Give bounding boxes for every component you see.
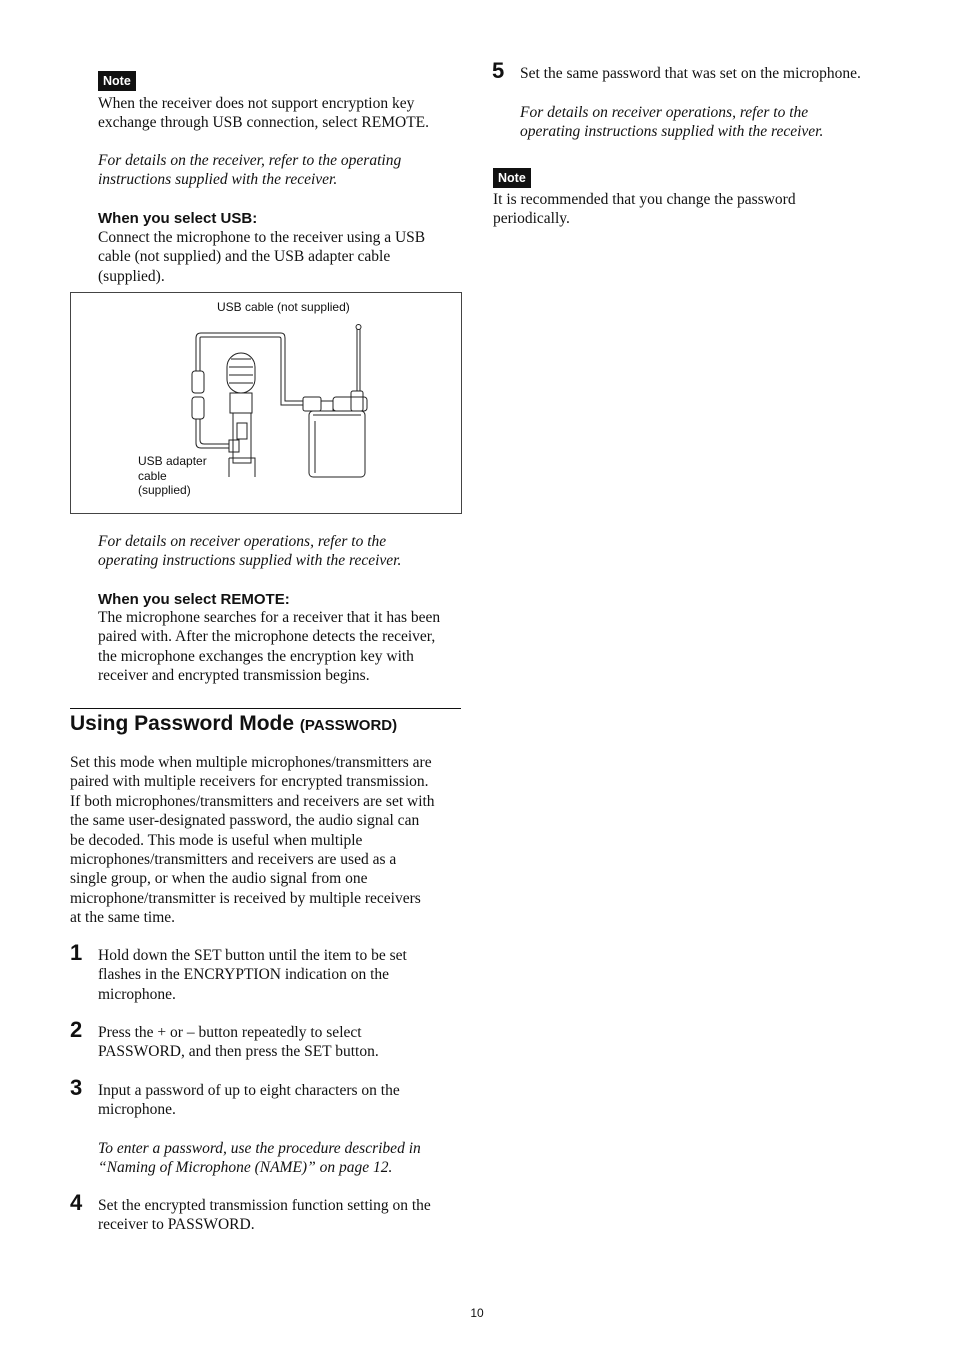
step-1-text: Hold down the SET button until the item to be set flashes in the ENCRYPTION indication on the microphone. — [98, 947, 407, 1003]
step-5-number: 5 — [492, 58, 505, 83]
usb-adapter-label: USB adapter cable (supplied) — [138, 454, 207, 497]
usb-text: Connect the microphone to the receiver using a USB cable (not supplied) and the USB adapter cable (supplied). — [98, 229, 426, 285]
step-4-text: Set the encrypted transmission function setting on the receiver to PASSWORD. — [98, 1197, 431, 1234]
receiver-details-note: For details on the receiver, refer to the operating instructions supplied with the receiver. — [98, 152, 402, 189]
step-3-text: Input a password of up to eight characters on the microphone. — [98, 1082, 400, 1119]
step-3-note: To enter a password, use the procedure described in “Naming of Microphone (NAME)” on page 12. — [98, 1140, 421, 1177]
note-1-text: When the receiver does not support encryption key exchange through USB connection, select REMOTE. — [98, 95, 430, 132]
usb-connection-figure — [70, 292, 462, 514]
usb-cable-label: USB cable (not supplied) — [217, 300, 350, 314]
remote-heading: When you select REMOTE: — [98, 591, 290, 608]
step-2-text: Press the + or – button repeatedly to select PASSWORD, and then press the SET button. — [98, 1024, 379, 1061]
step-1-number: 1 — [70, 940, 83, 965]
note-badge-1: Note — [98, 71, 136, 91]
receiver-ops-note-1: For details on receiver operations, refer to the operating instructions supplied with the receiver. — [98, 533, 402, 570]
section-title-suffix: (PASSWORD) — [299, 717, 398, 734]
step-4-number: 4 — [70, 1190, 83, 1215]
section-title: Using Password Mode (PASSWORD) — [70, 712, 398, 735]
remote-text: The microphone searches for a receiver that it has been paired with. After the microphone detects the receiver, the microphone exchanges the encryption key with receiver and encrypted transmission begins. — [98, 609, 441, 685]
usb-connection-illustration — [71, 293, 461, 513]
section-rule — [70, 708, 461, 709]
step-3-number: 3 — [70, 1075, 83, 1100]
note-badge-2: Note — [493, 168, 531, 188]
note-2-text: It is recommended that you change the password periodically. — [493, 191, 796, 228]
receiver-ops-note-2: For details on receiver operations, refer to the operating instructions supplied with the receiver. — [520, 104, 824, 141]
step-5-text: Set the same password that was set on the microphone. — [520, 65, 861, 82]
page-number: 10 — [470, 1306, 484, 1320]
step-2-number: 2 — [70, 1017, 83, 1042]
usb-heading: When you select USB: — [98, 210, 258, 227]
section-intro: Set this mode when multiple microphones/transmitters are paired with multiple receivers for encrypted transmission. If both microphones/transmitters and receivers are set with the same user-designated password, the audio signal can be decoded. This mode is useful when multiple microphones/transmitters and receivers are used as a single group, or when the audio signal from one microphone/transmitter is received by multiple receivers at the same time. — [70, 754, 435, 927]
